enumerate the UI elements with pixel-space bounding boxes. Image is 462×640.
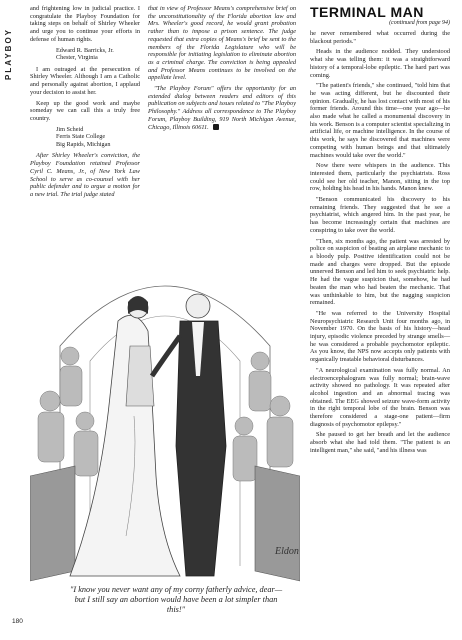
letters-column <box>30 5 140 202</box>
rabbit-logo-icon <box>213 124 219 130</box>
article-paragraph: "Benson communicated his discovery to his remaining friends. They suggested that he see a psychiatrist, which angered him. In the past year, he has become increasingly certain that machines are conspiring to take over the world. <box>310 196 450 234</box>
letter-paragraph: Keep up the good work and maybe someday we can call this a truly free country. <box>30 99 140 122</box>
letters-column-2 <box>148 5 296 134</box>
letter-paragraph: and frightening low in judicial practice. I congratulate the Playboy Foundation for taking steps on behalf of Shirley Wheeler and urge you to continue your efforts in defense of human rights. <box>30 5 140 43</box>
signature-line: Big Rapids, Michigan <box>56 140 111 148</box>
cartoonist-signature: Eldon <box>275 546 299 557</box>
forum-notice-text: "The Playboy Forum" offers the opportunity for an extended dialog between readers and editors of this publication on subjects and issues related to "The Playboy Philosophy." Address all correspondence to The Playboy Forum, Playboy Building, 919 North Michigan Avenue, Chicago, Illinois 60611. <box>148 85 296 131</box>
editor-note-text: that in view of Professor Means's comprehensive brief on the unconstitutionality of the Florida abortion law and Mrs. Wheeler's good record, he would grant probation rather than to impose a prison sentence. The judge requested that extra copies of Means's brief be sent to the members of the Florida Legislature who will be responsible for initiating legislation to eliminate abortion as a criminal charge. The conviction is being appealed and Professor Means continues to be involved on the appellate level. <box>148 5 296 82</box>
guests-right <box>233 352 293 481</box>
masthead: PLAYBOY <box>4 28 13 80</box>
signature-line: Edward R. Barricks, Jr. <box>56 46 114 54</box>
article-paragraph: "Then, six months ago, the patient was arrested by police on suspicion of beating an airplane mechanic to a bloody pulp. Positive identification could not be made and charges were dropped. But the episode unnerved Benson and led him to seek psychiatric help. He had the vague suspicion that, somehow, he had beaten the man who had beaten the mechanic. That was unthinkable to him, but the nagging suspicion remained. <box>310 237 450 307</box>
signature-line: Jim Scheid <box>56 125 84 133</box>
article-paragraph: She paused to get her breath and let the audience absorb what she had told them. "The patient is an intelligent man," she said, "and his illness was <box>310 431 450 454</box>
page-number: 180 <box>12 618 23 625</box>
signature-line: Ferris State College <box>56 133 106 141</box>
article-paragraph: Now there were whispers in the audience. This interested them, particularly the psychiatrists. Ross could see her old teacher, Manon, sitting in the top row, holding his head in his hands. Manon knew. <box>310 162 450 193</box>
article-paragraph: "A neurological examination was fully normal. An electroencephalogram was fully normal; brain-wave activity showed no pathology. It was repeated after alcohol ingestion and an abnormal tracing was obtained. The EEG showed seizure wave-form activity in the right temporal lobe of the brain. Benson was therefore considered a stage-one patient—firm diagnosis of psychomotor epilepsy." <box>310 366 450 428</box>
letter-paragraph: I am outraged at the persecution of Shirley Wheeler. Although I am a Catholic and personally against abortion, I applaud your decision to assist her. <box>30 65 140 96</box>
wedding-cartoon <box>30 236 300 582</box>
article-column <box>310 30 450 458</box>
signature-line: Chester, Virginia <box>56 54 98 62</box>
article-title: TERMINAL MAN <box>310 4 424 20</box>
article-paragraph: "The patient's friends," she continued, "told him that he was acting different, but he discounted their opinion. Gradually, he has lost contact with most of his former friends. Around this time—one year ago—he also made what he called a monumental discovery in his work. Benson is a computer scientist specializing in artificial life, or machine intelligence. In the course of this work, he says he discovered that machines were competing with human beings and that ultimately machines would take over the world." <box>310 82 450 159</box>
editor-note <box>30 152 140 198</box>
article-paragraph: Heads in the audience nodded. They understood what she was telling them: it was a straightforward history of a temporal-lobe epileptic. The hard part was coming. <box>310 48 450 79</box>
letter-signature <box>30 47 140 62</box>
editor-note-text: After Shirley Wheeler's conviction, the Playboy Foundation retained Professor Cyril C. Means, Jr., of New York Law School to serve as co-counsel with her public defender and to argue a motion for a new trial. The trial judge stated <box>30 152 140 198</box>
cartoon-caption: "I know you never want any of my corny fatherly advice, dear—but I still say an abortion would have been a lot simpler than this!" <box>69 585 283 614</box>
article-paragraph: "He was referred to the University Hospital Neuropsychiatric Research Unit four months ago, in November 1970. On the basis of his history—head injury, episodic violence preceded by strange smells—he was considered a probable psychomotor epileptic. As you know, the NPS now accepts only patients with organically treatable behavioral disturbances. <box>310 309 450 364</box>
continued-note: (continued from page 94) <box>389 20 450 26</box>
article-paragraph: he never remembered what occurred during the blackout periods." <box>310 30 450 45</box>
guests-left <box>38 347 98 476</box>
forum-notice <box>148 85 296 131</box>
letter-signature <box>30 126 140 149</box>
